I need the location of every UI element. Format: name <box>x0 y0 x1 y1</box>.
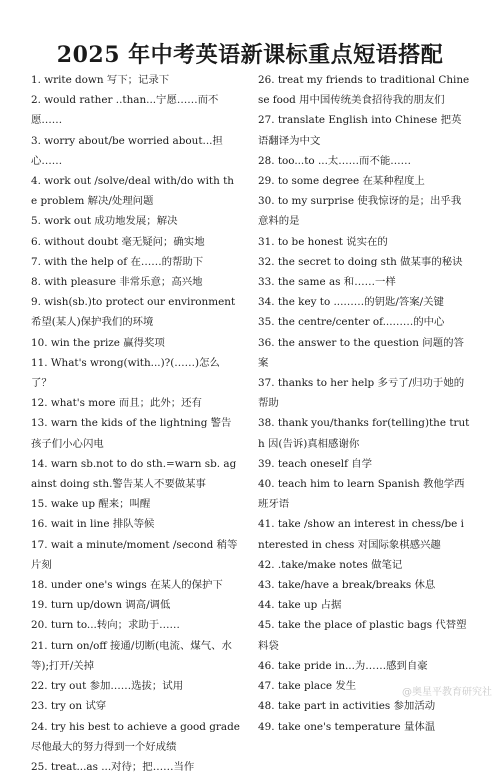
phrase-item: 29. to some degree 在某种程度上 <box>258 175 425 188</box>
phrase-item: 42. .take/make notes 做笔记 <box>258 558 403 571</box>
phrase-item: 9. wish(sb.)to protect our environment 希望(某人)保护我们的环境 <box>31 296 236 329</box>
phrase-item: 14. warn sb.not to do sth.=warn sb. against doing sth.警告某人不要做某事 <box>31 457 237 491</box>
phrase-item: 45. take the place of plastic bags 代替塑料袋 <box>258 619 467 652</box>
page-title: 2025 年中考英语新课标重点短语搭配 <box>56 42 444 68</box>
phrase-item: 36. the answer to the question 问题的答案 <box>258 336 464 369</box>
phrase-item: 39. teach oneself 自学 <box>258 457 372 470</box>
phrase-item: 44. take up 占据 <box>258 599 342 612</box>
phrase-item: 7. with the help of 在……的帮助下 <box>31 255 204 268</box>
phrase-item: 19. turn up/down 调高/调低 <box>31 599 171 612</box>
phrase-item: 16. wait in line 排队等候 <box>31 518 155 531</box>
phrase-item: 10. win the prize 赢得奖项 <box>31 336 165 349</box>
phrase-item: 11. What's wrong(with...)?(……)怎么了？ <box>31 356 220 390</box>
phrase-item: 2. would rather ..than...宁愿……而不愿…… <box>31 94 219 127</box>
phrase-list-right <box>258 70 470 737</box>
phrase-item: 31. to be honest 说实在的 <box>258 235 388 248</box>
phrase-item: 43. take/have a break/breaks 休息 <box>258 579 436 592</box>
phrase-item: 18. under one's wings 在某人的保护下 <box>31 579 223 592</box>
phrase-item: 47. take place 发生 <box>258 680 357 693</box>
phrase-item: 6. without doubt 毫无疑问；确实地 <box>31 235 205 248</box>
phrase-item: 13. warn the kids of the lightning 警告孩子们小心闪电 <box>31 417 232 450</box>
phrase-item: 3. worry about/be worried about...担心…… <box>31 134 223 167</box>
phrase-item: 12. what's more 而且；此外；还有 <box>31 397 202 410</box>
phrase-item: 25. treat...as ...对待；把……当作 <box>31 760 195 773</box>
phrase-item: 46. take pride in...为……感到自豪 <box>258 659 428 672</box>
phrase-item: 33. the same as 和……一样 <box>258 276 396 289</box>
phrase-item: 23. try on 试穿 <box>31 700 107 713</box>
phrase-item: 17. wait a minute/moment /second 稍等片刻 <box>31 538 238 571</box>
phrase-item: 1. write down 写下；记录下 <box>31 74 170 86</box>
phrase-item: 5. work out 成功地发展；解决 <box>31 215 178 228</box>
phrase-item: 38. thank you/thanks for(telling)the truth 因(告诉)真相感谢你 <box>258 417 470 450</box>
phrase-item: 49. take one's temperature 量体温 <box>258 720 436 733</box>
phrase-item: 28. too...to ...太……而不能…… <box>258 154 412 167</box>
phrase-item: 37. thanks to her help 多亏了/归功于她的帮助 <box>258 377 465 410</box>
phrase-item: 15. wake up 醒来；叫醒 <box>31 498 151 511</box>
phrase-item: 40. teach him to learn Spanish 教他学西班牙语 <box>258 478 465 511</box>
phrase-item: 4. work out /solve/deal with/do with the problem 解决/处理问题 <box>31 175 234 208</box>
phrase-item: 22. try out 参加……选拔；试用 <box>31 680 184 693</box>
watermark: @奥星平教育研究社 <box>402 687 492 698</box>
phrase-item: 34. the key to ...……的钥匙/答案/关键 <box>258 296 444 309</box>
phrase-list-left <box>31 70 240 777</box>
phrase-item: 32. the secret to doing sth 做某事的秘诀 <box>258 255 463 268</box>
phrase-item: 30. to my surprise 使我惊讶的是；出乎我意料的是 <box>258 195 462 228</box>
phrase-item: 8. with pleasure 非常乐意；高兴地 <box>31 276 203 289</box>
phrase-item: 48. take part in activities 参加活动 <box>258 700 436 713</box>
phrase-item: 24. try his best to achieve a good grade 尽他最大的努力得到一个好成绩 <box>31 720 240 753</box>
phrase-item: 41. take /show an interest in chess/be interested in chess 对国际象棋感兴趣 <box>258 518 464 551</box>
phrase-item: 35. the centre/center of...……的中心 <box>258 316 445 329</box>
phrase-item: 21. turn on/off 接通/切断(电流、煤气、水等);打开/关掉 <box>31 639 232 672</box>
phrase-item: 20. turn to...转向；求助于…… <box>31 619 180 632</box>
phrase-item: 27. translate English into Chinese 把英语翻译为中文 <box>258 114 462 147</box>
phrase-item: 26. treat my friends to traditional Chinese food 用中国传统美食招待我的朋友们 <box>258 74 470 107</box>
